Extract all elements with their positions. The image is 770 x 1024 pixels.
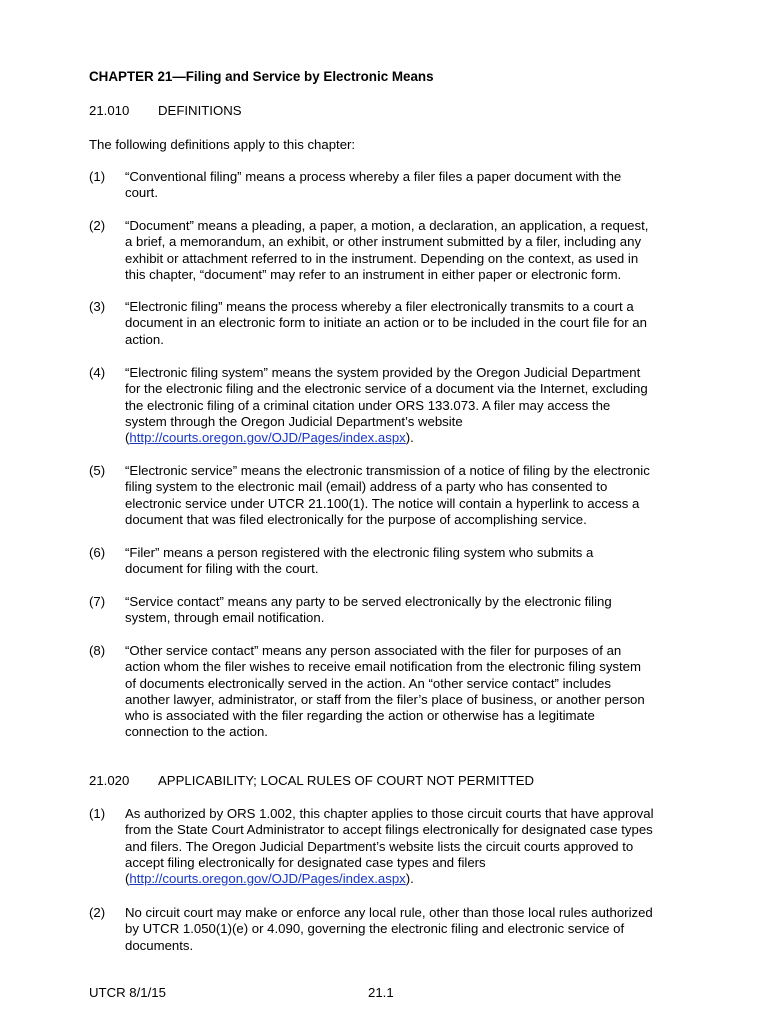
item-line: document in an electronic form to initiate an action or to be included in the court file for an	[125, 315, 647, 331]
item-line-link	[125, 871, 680, 887]
item-line: “Conventional filing” means a process whereby a filer files a paper document with the	[125, 169, 622, 184]
item-line: and filers. The Oregon Judicial Department’s website lists the circuit courts approved to	[125, 838, 634, 854]
item-body	[125, 545, 680, 578]
link-suffix: ).	[405, 871, 414, 887]
item-body	[125, 299, 680, 348]
item-number: (2)	[89, 218, 106, 233]
item-line: exhibit or attachment referred to in the instrument. Depending on the context, as used in	[125, 250, 639, 266]
item-line: “Other service contact” means any person associated with the filer for purposes of an	[125, 643, 622, 658]
item-line: from the State Court Administrator to accept filings electronically for designated case types	[125, 822, 653, 838]
link-prefix: (	[125, 430, 130, 446]
link-prefix: (	[125, 871, 130, 887]
item-body	[125, 169, 680, 202]
item-line: court.	[125, 185, 158, 201]
item-number: (5)	[89, 463, 106, 478]
item-line: who is associated with the filer regarding the action or otherwise has a legitimate	[125, 708, 595, 724]
item-line: “Electronic filing” means the process whereby a filer electronically transmits to a court a	[125, 299, 634, 314]
footer-rule-version: UTCR 8/1/15	[89, 985, 166, 1000]
item-number: (7)	[89, 594, 106, 609]
item-body	[125, 905, 680, 954]
section-title: DEFINITIONS	[158, 103, 242, 118]
item-number: (1)	[89, 169, 106, 184]
item-line: documents.	[125, 937, 194, 953]
item-line-link	[125, 430, 680, 446]
item-line: “Service contact” means any party to be served electronically by the electronic filing	[125, 594, 612, 609]
item-line: “Electronic filing system” means the system provided by the Oregon Judicial Department	[125, 365, 641, 380]
item-number: (2)	[89, 905, 106, 920]
link-suffix: ).	[405, 430, 414, 446]
item-line: system, through email notification.	[125, 610, 325, 626]
item-number: (8)	[89, 643, 106, 658]
item-line: connection to the action.	[125, 724, 268, 740]
item-line: accept filing electronically for designated case types and filers	[125, 854, 486, 870]
item-line: filing system to the electronic mail (email) address of a party who has consented to	[125, 479, 608, 495]
item-line: by UTCR 1.050(1)(e) or 4.090, governing the electronic filing and electronic service of	[125, 921, 625, 937]
chapter-title: CHAPTER 21—Filing and Service by Electronic Means	[89, 69, 434, 84]
ojd-website-link[interactable]: http://courts.oregon.gov/OJD/Pages/index.aspx	[129, 430, 406, 446]
item-line: “Filer” means a person registered with the electronic filing system who submits a	[125, 545, 594, 560]
item-line: As authorized by ORS 1.002, this chapter applies to those circuit courts that have approval	[125, 806, 654, 821]
item-number: (1)	[89, 806, 106, 821]
item-body	[125, 365, 680, 446]
section-heading-21-010	[89, 103, 242, 118]
section-heading-21-020	[89, 773, 534, 788]
item-line: document for filing with the court.	[125, 561, 319, 577]
item-number: (3)	[89, 299, 106, 314]
item-body	[125, 643, 680, 741]
item-line: document that was filed electronically for the purpose of accomplishing service.	[125, 511, 587, 527]
item-body	[125, 218, 680, 283]
item-line: “Document” means a pleading, a paper, a motion, a declaration, an application, a request,	[125, 218, 649, 233]
item-body	[125, 463, 680, 528]
item-line: “Electronic service” means the electronic transmission of a notice of filing by the electronic	[125, 463, 650, 478]
section-number: 21.020	[89, 773, 130, 788]
item-line: action.	[125, 331, 164, 347]
item-line: the electronic filing of a criminal citation under ORS 133.073. A filer may access the	[125, 397, 611, 413]
item-number: (6)	[89, 545, 106, 560]
item-line: another lawyer, administrator, or staff from the filer’s place of business, or another person	[125, 691, 645, 707]
ojd-website-link[interactable]: http://courts.oregon.gov/OJD/Pages/index.aspx	[129, 871, 406, 887]
section-title: APPLICABILITY; LOCAL RULES OF COURT NOT PERMITTED	[158, 773, 535, 788]
section-number: 21.010	[89, 103, 130, 118]
item-line: for the electronic filing and the electronic service of a document via the Internet, excluding	[125, 381, 648, 397]
item-body	[125, 806, 680, 887]
item-line: system through the Oregon Judicial Department’s website	[125, 413, 463, 429]
item-number: (4)	[89, 365, 106, 380]
item-body	[125, 594, 680, 627]
item-line: this chapter, “document” may refer to an instrument in either paper or electronic form.	[125, 266, 622, 282]
item-line: No circuit court may make or enforce any local rule, other than those local rules authorized	[125, 905, 653, 920]
footer-page-number: 21.1	[368, 985, 394, 1000]
item-line: of documents electronically served in the action. An “other service contact” includes	[125, 675, 611, 691]
item-line: a brief, a memorandum, an exhibit, or other instrument submitted by a filer, including any	[125, 234, 642, 250]
section-intro: The following definitions apply to this chapter:	[89, 137, 356, 152]
item-line: action whom the filer wishes to receive email notification from the electronic filing system	[125, 659, 641, 675]
item-line: electronic service under UTCR 21.100(1). The notice will contain a hyperlink to access a	[125, 495, 640, 511]
